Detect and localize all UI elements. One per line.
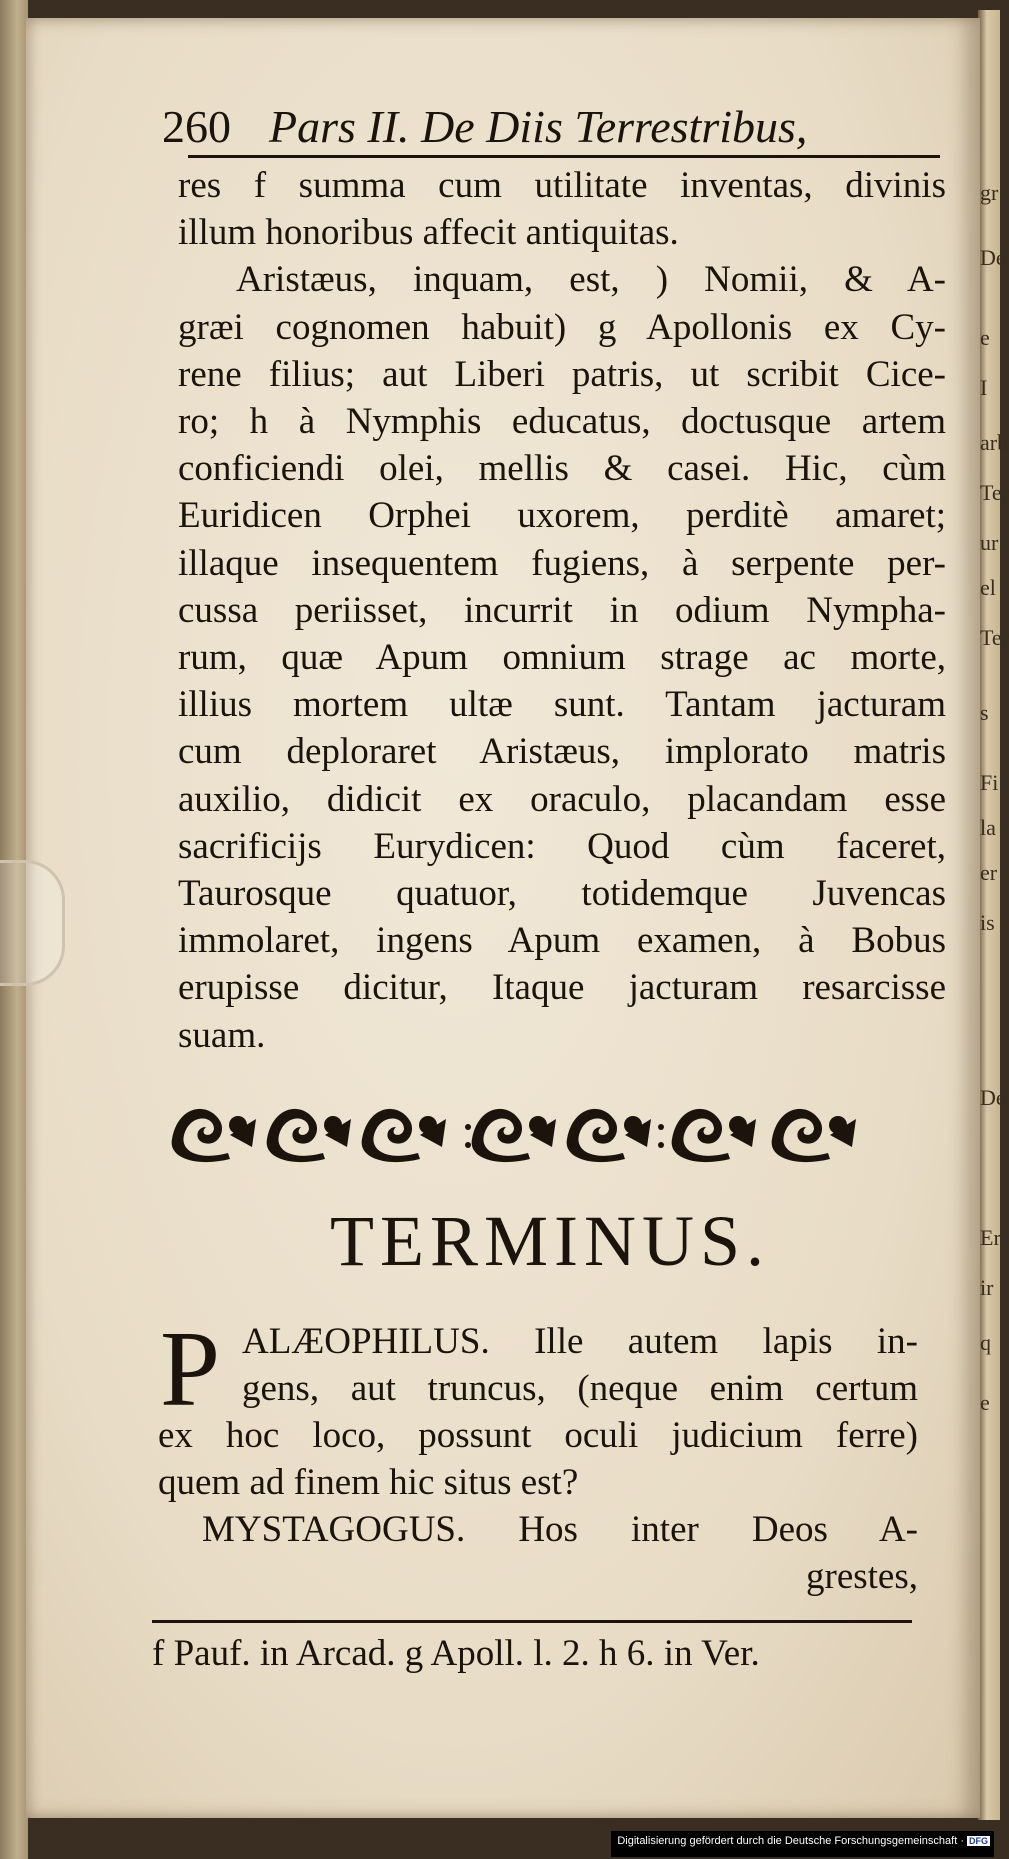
page-clip — [0, 860, 65, 986]
body-line: rum, quæ Apum omnium strage ac morte, — [178, 637, 946, 679]
next-page-fragment: Fi — [980, 770, 999, 795]
footnote-rule — [152, 1620, 912, 1623]
running-title: Pars II. De Diis Terrestribus, — [269, 101, 808, 152]
next-page-fragment: ur — [980, 530, 999, 555]
next-page-edge — [978, 10, 1009, 1820]
ornament-band — [168, 1095, 928, 1165]
dialogue-line: gens, aut truncus, (neque enim certum — [242, 1368, 918, 1409]
body-line: res f summa cum utilitate inventas, divinis — [178, 165, 946, 206]
credit-text: Digitalisierung gefördert durch die Deutsche Forschungsgemeinschaft · — [617, 1835, 964, 1847]
next-page-fragment: er — [980, 860, 998, 885]
ornament-fleuron — [172, 1109, 256, 1162]
next-page-fragment: arb — [980, 430, 1009, 455]
next-page-fragment: I — [980, 375, 988, 400]
body-line: illum honoribus affecit antiquitas. — [178, 212, 679, 254]
dialogue-line: grestes, — [806, 1556, 918, 1597]
body-line: cum deploraret Aristæus, implorato matris — [178, 731, 946, 773]
next-page-fragment: e — [980, 325, 990, 350]
dfg-logo: DFG — [969, 1836, 988, 1846]
page-number: 260 — [162, 101, 231, 152]
body-line: illaque insequentem fugiens, à serpente per- — [178, 542, 946, 584]
digitization-credit — [611, 1831, 994, 1857]
next-page-fragment: e — [980, 1390, 990, 1415]
body-line: sacrificijs Eurydicen: Quod cùm faceret, — [178, 825, 946, 867]
next-page-fragment: el — [980, 575, 996, 600]
body-line: suam. — [178, 1014, 266, 1056]
body-line: conficiendi olei, mellis & casei. Hic, cùm — [178, 448, 946, 490]
next-page-fragment: gr — [980, 180, 999, 205]
body-line: erupisse dicitur, Itaque jacturam resarcisse — [178, 967, 946, 1009]
dialogue-line: ex hoc loco, possunt oculi judicium ferre) — [158, 1415, 918, 1456]
dialogue-line: ALÆOPHILUS. Ille autem lapis in- — [242, 1321, 918, 1362]
body-line: auxilio, didicit ex oraculo, placandam esse — [178, 778, 946, 820]
dialogue-line: MYSTAGOGUS. Hos inter Deos A- — [202, 1509, 918, 1550]
running-head — [162, 100, 952, 160]
dialogue-line: quem ad finem hic situs est? — [158, 1462, 579, 1503]
section-heading: TERMINUS. — [329, 1201, 770, 1281]
next-page-fragment: Ter — [980, 625, 1009, 650]
body-line: Euridicen Orphei uxorem, perditè amaret; — [178, 495, 946, 537]
footnotes: f Pauf. in Arcad. g Apoll. l. 2. h 6. in Ver. — [152, 1633, 760, 1674]
body-line: immolaret, ingens Apum examen, à Bobus — [178, 920, 946, 962]
next-page-fragment: ir — [980, 1275, 994, 1300]
body-line: Taurosque quatuor, totidemque Juvencas — [178, 873, 946, 915]
body-line: illius mortem ultæ sunt. Tantam jacturam — [178, 684, 946, 726]
body-text — [178, 162, 946, 1059]
body-line: Aristæus, inquam, est, ) Nomii, & A- — [236, 259, 946, 301]
next-page-fragment: s — [980, 700, 989, 725]
body-line: cussa periisset, incurrit in odium Nympha- — [178, 589, 946, 631]
header-rule — [188, 155, 940, 158]
body-line: ro; h à Nymphis educatus, doctusque artem — [178, 401, 946, 443]
next-page-fragment: De — [980, 245, 1006, 270]
next-page-fragment: is — [980, 910, 995, 935]
body-line: rene filius; aut Liberi patris, ut scribit Cice- — [178, 353, 946, 395]
next-page-fragment: la — [980, 815, 996, 840]
dialogue-text — [158, 1310, 918, 1600]
next-page-fragment: Ter — [980, 480, 1009, 505]
drop-cap: P — [160, 1310, 221, 1429]
next-page-fragment: Er — [980, 1225, 1001, 1250]
body-line: græi cognomen habuit) g Apollonis ex Cy- — [178, 306, 946, 348]
next-page-fragment: q — [980, 1330, 991, 1355]
next-page-fragment: De — [980, 1085, 1006, 1110]
